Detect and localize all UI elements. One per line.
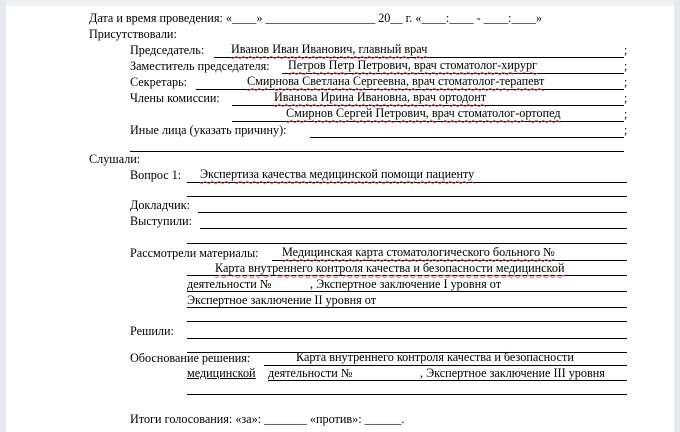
vote-line: Итоги голосования: «за»: _______ «против»: ______. [130,412,405,426]
justification-underline-2 [268,380,627,381]
decided-label: Решили: [130,324,174,338]
deputy-semicolon: ; [624,59,628,73]
secretary-value[interactable]: Смирнова Светлана Сергеевна, врач стоматолог-терапевт [247,74,545,88]
window-right-edge [674,0,680,432]
deputy-label: Заместитель председателя: [130,59,270,73]
question-value[interactable]: Экспертиза качества медицинской помощи пациенту [200,167,475,181]
justification-label: Обоснование решения: [130,351,251,365]
justification-item-2a[interactable]: медицинской [187,366,256,380]
others-label: Иные лица (указать причину): [130,123,287,137]
member1-value[interactable]: Иванова Ирина Ивановна, врач ортодонт [274,90,487,104]
member2-value[interactable]: Смирнов Сергей Петрович, врач стоматолог-ортопед [286,106,561,120]
justification-item-2b[interactable]: деятельности № [268,366,353,380]
secretary-label: Секретарь: [130,75,188,89]
members-label: Члены комиссии: [130,91,220,105]
question-underline [187,182,627,183]
justification-item-1[interactable]: Карта внутреннего контроля качества и безопасности [296,350,574,364]
member2-underline [232,121,624,122]
justification-underline-3[interactable] [187,394,627,395]
secretary-semicolon: ; [624,75,628,89]
question-label: Вопрос 1: [130,168,182,182]
reviewed-item-3b[interactable]: , Экспертное заключение I уровня от [310,277,502,291]
member2-semicolon: ; [624,107,628,121]
reviewed-underline-3 [187,291,627,292]
others-underline-2[interactable] [130,151,624,152]
reviewed-item-3a[interactable]: деятельности № [187,277,272,291]
next-paragraph-fragment [89,426,119,432]
reviewed-item-4[interactable]: Экспертное заключение II уровня от [187,293,377,307]
reviewed-item-2[interactable]: Карта внутреннего контроля качества и безопасности медицинской [215,261,565,275]
others-underline[interactable] [310,137,624,138]
chair-value[interactable]: Иванов Иван Иванович, главный врач [231,42,428,56]
decided-underline[interactable] [187,338,627,339]
speakers-label: Выступили: [130,214,193,228]
speaker-label: Докладчик: [130,198,190,212]
reviewed-label: Рассмотрели материалы: [130,246,259,260]
chair-label: Председатель: [130,43,205,57]
speakers-underline[interactable] [200,228,627,229]
question-underline-2[interactable] [187,196,627,197]
member1-semicolon: ; [624,91,628,105]
chair-semicolon: ; [624,43,628,57]
justification-item-2c[interactable]: , Экспертное заключение III уровня [420,366,605,380]
reviewed-underline-5[interactable] [187,321,627,322]
speaker-underline[interactable] [198,212,627,213]
deputy-value[interactable]: Петров Петр Петрович, врач стоматолог-хирург [288,58,538,72]
reviewed-underline-4 [187,307,627,308]
document-page [6,6,674,432]
date-line: Дата и время проведения: «____» __________________ 20__ г. «____:____ - ____:____» [89,11,542,25]
present-heading: Присутствовали: [89,27,177,41]
reviewed-underline-2 [187,275,627,276]
others-semicolon: ; [624,123,628,137]
speakers-underline-2[interactable] [187,243,627,244]
heard-heading: Слушали: [89,152,141,166]
reviewed-item-1[interactable]: Медицинская карта стоматологического больного № [282,245,555,259]
